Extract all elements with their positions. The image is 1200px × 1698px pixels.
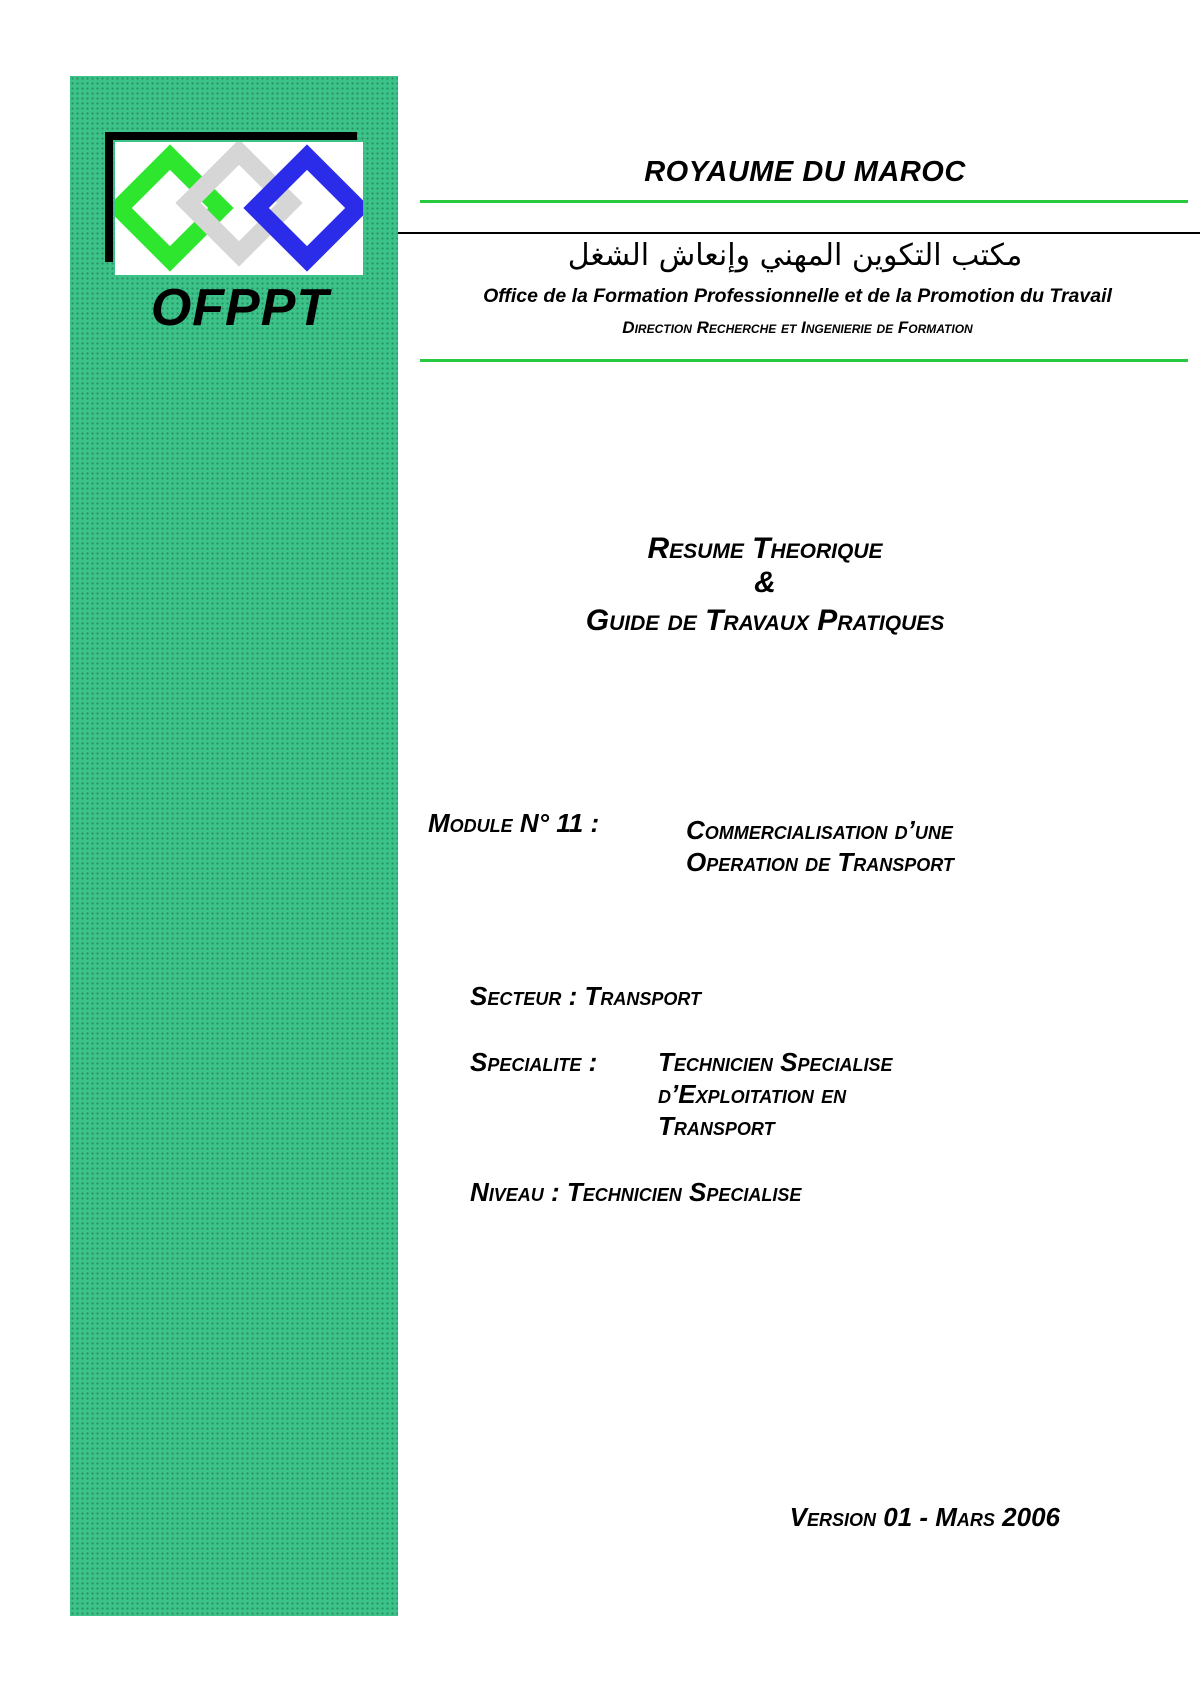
header-rule-bottom (420, 359, 1188, 362)
niveau-value: Technicien Specialise (566, 1177, 802, 1207)
module-value-line1: Commercialisation d’une (686, 815, 953, 845)
secteur-value: Transport (584, 981, 702, 1011)
module-value-line2: Operation de Transport (686, 847, 954, 877)
module-label: Module N° 11 : (428, 808, 600, 838)
version-date: Version 01 - Mars 2006 (789, 1502, 1060, 1532)
header-rule-top (420, 200, 1188, 203)
doc-title-line1: Resume Theorique (647, 532, 883, 565)
office-name: Office de la Formation Professionnelle et de la Promotion du Travail (483, 285, 1112, 307)
niveau-line (470, 1176, 801, 1208)
doc-title-line2: Guide de Travaux Pratiques (585, 604, 945, 637)
direction-name: Direction Recherche et Ingenierie de Formation (622, 318, 973, 337)
secteur-label: Secteur : (470, 981, 578, 1011)
niveau-label: Niveau : (470, 1177, 560, 1207)
arabic-office-name: مكتب التكوين المهني وإنعاش الشغل (567, 238, 1023, 273)
country-title: ROYAUME DU MAROC (644, 156, 966, 188)
logo-chain-icon (115, 142, 363, 275)
specialite-value-line1: Technicien Specialise (658, 1047, 893, 1077)
module-value (686, 814, 954, 878)
doc-title-ampersand: & (754, 566, 776, 599)
logo-frame-left (105, 132, 113, 262)
ofppt-logo (105, 132, 363, 277)
specialite-value-line2: d’Exploitation en (658, 1079, 847, 1109)
arabic-rule (398, 232, 1200, 234)
ofppt-wordmark: OFPPT (150, 279, 330, 337)
secteur-line (470, 980, 701, 1012)
specialite-value-line3: Transport (658, 1111, 775, 1141)
specialite-label: Specialite : (470, 1047, 598, 1077)
logo-frame-top (105, 132, 357, 140)
